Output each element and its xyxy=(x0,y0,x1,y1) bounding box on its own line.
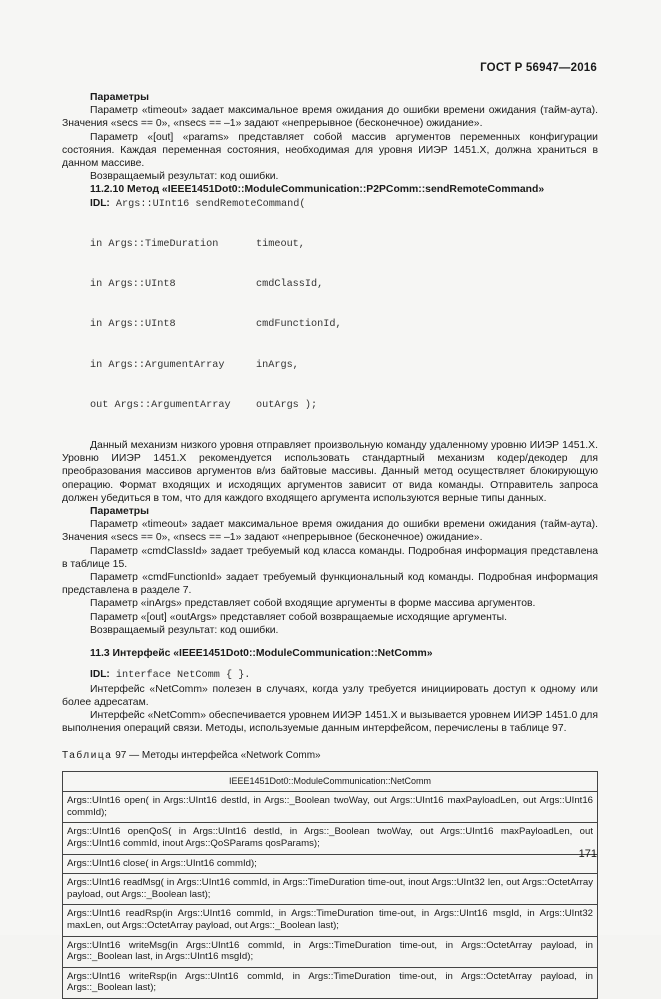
paragraph: Интерфейс «NetComm» полезен в случаях, когда узлу требуется инициировать доступ к одному или более адресатам. xyxy=(62,683,598,708)
table-header-row xyxy=(63,771,598,792)
page-content xyxy=(62,91,598,999)
page-number: 171 xyxy=(578,848,597,860)
paragraph: Параметр «cmdFunctionId» задает требуемый функциональный код команды. Подробная информация представлена в разделе 7. xyxy=(62,571,598,597)
paragraph: Параметр «[out] «params» представляет собой массив аргументов переменных конфигурации состояния. Каждая переменная состояния, необходимая для уровня ИИЭР 1451.X, должна храниться в данном массиве. xyxy=(62,131,598,170)
idl-arg-row xyxy=(90,318,598,331)
arg-type: in Args::UInt8 xyxy=(90,279,176,291)
table-row xyxy=(63,792,598,823)
paragraph: Параметр «inArgs» представляет собой входящие аргументы в форме массива аргументов. xyxy=(90,598,536,610)
paragraph: Возвращаемый результат: код ошибки. xyxy=(90,624,279,636)
idl-arg-row xyxy=(90,359,598,372)
idl-arg-row xyxy=(90,278,598,291)
idl-keyword: IDL: xyxy=(90,669,110,681)
idl-signature-text: Args::UInt16 sendRemoteCommand( xyxy=(109,198,306,210)
arg-name: cmdFunctionId, xyxy=(256,319,342,331)
methods-table xyxy=(62,771,598,999)
arg-type: out Args::ArgumentArray xyxy=(90,399,231,411)
table-row xyxy=(63,936,598,967)
idl-signature xyxy=(62,197,598,211)
arg-name: outArgs ); xyxy=(256,399,318,411)
standard-number: ГОСТ Р 56947—2016 xyxy=(480,62,597,74)
arg-type: in Args::TimeDuration xyxy=(90,238,219,250)
paragraph: Возвращаемый результат: код ошибки. xyxy=(90,171,279,183)
arg-type: in Args::ArgumentArray xyxy=(90,359,225,371)
idl-interface-text: interface NetComm { }. xyxy=(109,670,251,682)
table-row xyxy=(63,905,598,936)
method-heading: 11.2.10 Метод «IEEE1451Dot0::ModuleCommunication::P2PComm::sendRemoteCommand» xyxy=(90,184,545,196)
paragraph: Интерфейс «NetComm» обеспечивается уровнем ИИЭР 1451.X и вызывается уровнем ИИЭР 1451.0 для выполнения операций связи. Методы, используемые данным интерфейсом, перечислены в таблице 97. xyxy=(62,710,598,735)
arg-name: timeout, xyxy=(256,238,305,250)
paragraph: Параметр «[out] «outArgs» представляет собой возвращаемые исходящие аргументы. xyxy=(90,611,507,623)
table-row xyxy=(63,874,598,905)
table-cell: Args::UInt16 close( in Args::UInt16 commId); xyxy=(63,854,598,874)
paragraph: Параметр «cmdClassId» задает требуемый код класса команды. Подробная информация представлена в таблице 15. xyxy=(62,545,598,570)
table-row xyxy=(63,823,598,854)
paragraph: Параметр «timeout» задает максимальное время ожидания до ошибки времени ожидания (тайм-аута). Значения «secs == 0», «nsecs == –1» задают «непрерывное (бесконечное) ожидание». xyxy=(62,519,598,544)
table-row xyxy=(63,967,598,998)
idl-interface xyxy=(62,668,598,682)
table-cell: Args::UInt16 readMsg( in Args::UInt16 commId, in Args::TimeDuration time-out, inout Args::UInt32 len, out Args::OctetArray payload, out Args::_Boolean last); xyxy=(63,874,598,905)
table-cell: Args::UInt16 writeMsg(in Args::UInt16 commId, in Args::TimeDuration time-out, in Args::OctetArray payload, in Args::_Boolean last, in Args::UInt16 msgId); xyxy=(63,936,598,967)
table-row xyxy=(63,854,598,874)
idl-arg-row xyxy=(90,238,598,251)
table-cell: Args::UInt16 openQoS( in Args::UInt16 destId, in Args::_Boolean twoWay, out Args::UInt16 maxPayloadLen, out Args::UInt16 commId, inout Args::QoSParams qosParams); xyxy=(63,823,598,854)
params-heading: Параметры xyxy=(90,92,150,103)
arg-type: in Args::UInt8 xyxy=(90,319,176,331)
idl-args xyxy=(62,211,598,439)
paragraph: Параметр «timeout» задает максимальное время ожидания до ошибки времени ожидания (тайм-аута). Значения «secs == 0», «nsecs == –1» задают «непрерывное (бесконечное) ожидание». xyxy=(62,105,598,130)
table-cell: Args::UInt16 writeRsp(in Args::UInt16 commId, in Args::TimeDuration time-out, in Args::OctetArray payload, in Args::_Boolean last); xyxy=(63,967,598,998)
table-cell: Args::UInt16 open( in Args::UInt16 destId, in Args::_Boolean twoWay, out Args::UInt16 maxPayloadLen, out Args::UInt16 commId); xyxy=(63,792,598,823)
method-description: Данный механизм низкого уровня отправляет произвольную команду удаленному уровню ИИЭР 1451.X. Уровню ИИЭР 1451.X рекомендуется использовать стандартный механизм кодер/декодер для преобразования массивов аргументов в/из байтовые массивы. Данный метод осуществляет блокирующую операцию. Формат входящих и исходящих аргументов зависит от вида команды. Отправитель запроса должен убедиться в том, что для каждого входящего аргумента используются верные типы данных. xyxy=(62,439,598,504)
arg-name: inArgs, xyxy=(256,359,299,371)
params-heading: Параметры xyxy=(90,505,150,517)
idl-arg-row xyxy=(90,399,598,412)
table-cell: Args::UInt16 readRsp(in Args::UInt16 commId, in Args::TimeDuration time-out, in Args::UInt16 msgId, in Args::UInt32 maxLen, out Args::OctetArray payload, out Args::_Boolean last); xyxy=(63,905,598,936)
arg-name: cmdClassId, xyxy=(256,279,324,291)
idl-keyword: IDL: xyxy=(90,197,110,209)
section-heading: 11.3 Интерфейс «IEEE1451Dot0::ModuleCommunication::NetComm» xyxy=(90,647,433,659)
table-header-cell: IEEE1451Dot0::ModuleCommunication::NetComm xyxy=(63,771,598,792)
table-caption-text: 97 — Методы интерфейса «Network Comm» xyxy=(112,750,321,762)
table-caption-word: Таблица xyxy=(62,750,113,762)
table-caption xyxy=(62,749,598,762)
